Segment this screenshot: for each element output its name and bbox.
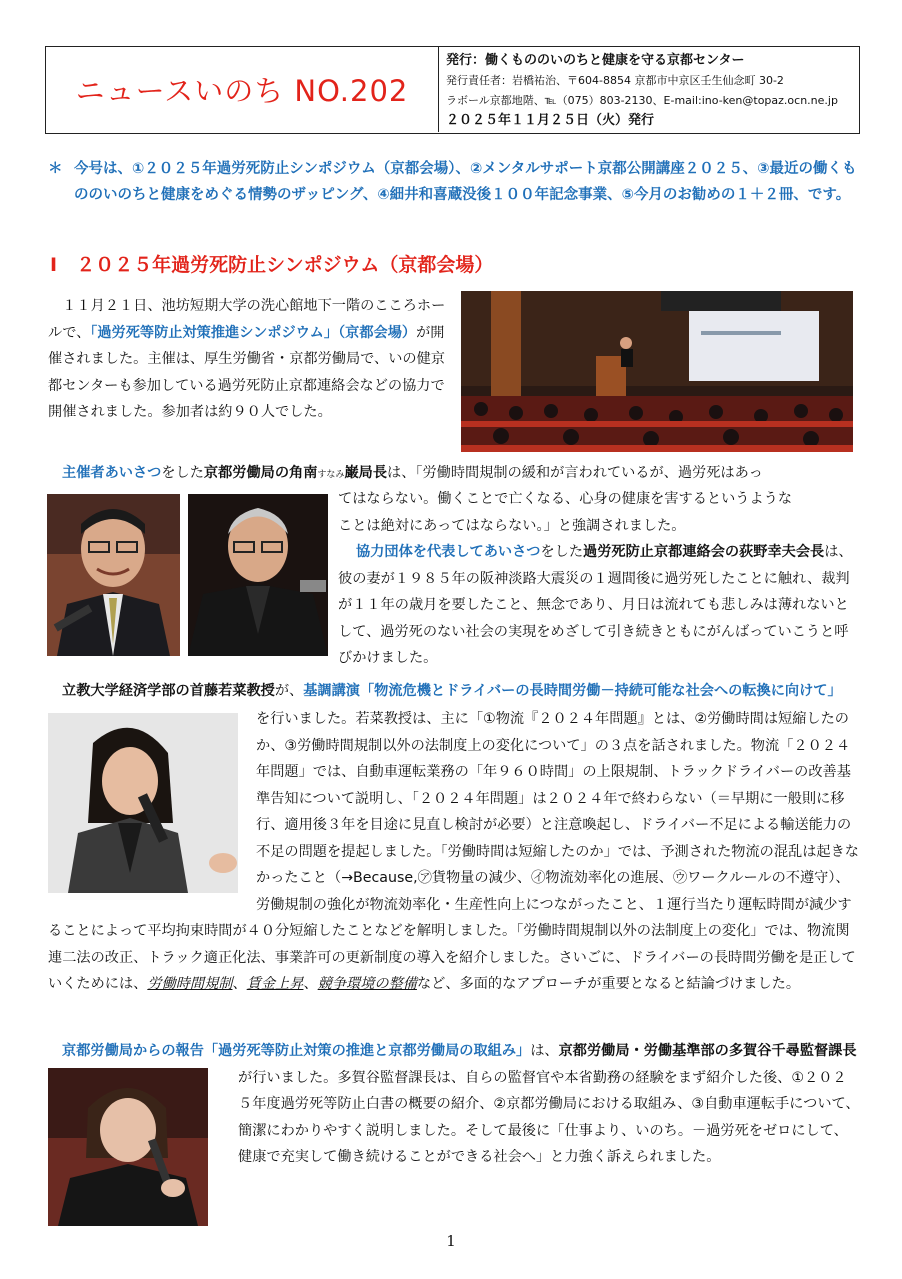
symposium-hall-photo [461, 291, 853, 452]
professor-name: 立教大学経済学部の首藤若菜教授 [62, 683, 275, 699]
p1-text-c: が開催されました。主催は、厚生労働省・京都労働局で、いの健京都センターも参加している過労死防止京都連絡会などの協力で開催されました。参加者は約９０人でした。 [48, 324, 445, 420]
keynote-body: を行いました。若菜教授は、主に「①物流『２０２４年問題』とは、②労働時間は短縮したのか、③労働時間規制以外の法制度上の変化について」の３点を話されました。物流「２０２４年問題」では、自動車運転業務の「年９６０時間」の上限規制、トラックドライバーの改善基準告知について説明し、「２０２４年問題」は２０２４年で終わらない（＝早期に一般則に移行、適用後３年を目途に見直し検討が必要）と注意喚起し、ドライバー不足による輸送能力の不足の問題を提起しました。「労働時間は短縮したのか」では、予測された物流の混乱は起きなかったこと（→Because,㋐貨物量の減少、㋑物流効率化の進展、㋒ワークルールの不遵守）、労働規制の強化が物流効率化・生産性向上につながったこと、１運行当たり運転時間が減少することによって平均拘束時間が４０分短縮したことなどを解明しました。「労働時間規制以外の法制度上の変化」では、物流関連二法の改正、トラック適正化法、事業許可の更新制度の導入を紹介しました。さいごに、ドライバーの長時間労働を是正していくためには、 [48, 711, 859, 992]
p4-text-b: が、 [274, 683, 304, 699]
paragraph-keynote [48, 678, 860, 705]
section-title: Ⅰ ２０２５年過労死防止シンポジウム（京都会場） [50, 254, 494, 276]
separator-2: 、 [303, 976, 318, 992]
report-title: 京都労働局からの報告「過労死等防止対策の推進と京都労働局の取組み」 [62, 1043, 531, 1059]
section-chief-photo [48, 1068, 208, 1226]
solution-wage-increase: 賃金上昇 [246, 976, 304, 992]
bullet-marker: ＊ [48, 161, 63, 177]
issue-date: ２０２５年１１月２５日（火）発行 [446, 113, 655, 128]
p5-text-b: は、 [530, 1043, 559, 1059]
director-photo [47, 494, 180, 656]
p2-line1: は、「労働時間規制の緩和が言われているが、過労死はあっ [387, 465, 763, 481]
paragraph-host-greeting [48, 460, 860, 489]
paragraph-keynote-body [48, 706, 860, 998]
p3-text-d: は、彼の妻が１９８５年の阪神淡路大震災の１週間後に過労死したことに触れ、裁判が１１年の歳月を要したこと、無念であり、月日は流れても悲しみは薄れないとして、過労死のない社会の実現をめざして引き続きともにがんばっていこうと呼びかけました。 [338, 544, 853, 666]
solution-working-hours: 労働時間規制 [147, 976, 233, 992]
section-chief-name: 京都労働局・労働基準部の多賀谷千尋監督課長 [558, 1043, 857, 1059]
solution-competition: 競争環境の整備 [317, 976, 417, 992]
newsletter-header [45, 46, 860, 134]
p2-line2: てはならない。働くことで亡くなる、心身の健康を害するというような [338, 491, 793, 507]
cooperating-greeting-label: 協力団体を代表してあいさつ [356, 544, 541, 560]
publisher-info [446, 51, 838, 131]
responsible-person: 発行責任者：岩橋祐治、〒604-8854 京都市中京区壬生仙念町 30-2 [446, 74, 784, 87]
host-name: 京都労働局の角南 [203, 465, 318, 481]
chairperson-photo [188, 494, 328, 656]
publisher: 発行：働くもののいのちと健康を守る京都センター [446, 53, 745, 68]
host-title: 巌局長 [344, 465, 388, 481]
paragraph-symposium [48, 293, 450, 426]
p2-line3: ことは絶対にあってはならない。」と強調されました。 [338, 517, 686, 534]
symposium-name: 「過労死等防止対策推進シンポジウム」（京都会場） [90, 324, 417, 341]
paragraph-host-greeting-cont [338, 486, 860, 539]
chairperson-name: 過労死防止京都連絡会の荻野幸夫会長 [583, 544, 825, 560]
p2-text-b: をした [161, 465, 204, 481]
p1-text-a: １１月２１日、池坊短期大学の洗心館地下一階のこころホールで、 [48, 298, 446, 341]
p3-text-b: をした [540, 544, 584, 560]
newsletter-title: ニュースいのち NO.202 [46, 47, 439, 132]
keynote-title: 基調講演「物流危機とドライバーの長時間労働－持続可能な社会への転換に向けて」 [303, 683, 842, 699]
separator-1: 、 [232, 976, 247, 992]
host-greeting-label: 主催者あいさつ [62, 465, 162, 481]
issue-contents-text: 今号は、①２０２５年過労死防止シンポジウム（京都会場）、②メンタルサポート京都公開講座２０２５、③最近の働くもののいのちと健康をめぐる情勢のザッピング、④細井和喜蔵没後１００年記念事業、⑤今月のお勧めの１＋２冊、です。 [74, 161, 857, 203]
report-body: が行いました。多賀谷監督課長は、自らの監督官や本省勤務の経験をまず紹介した後、①２０２５年度過労死等防止白書の概要の紹介、②京都労働局における取組み、③自動車運転手について、簡潔にわかりやすく説明しました。そして最後に「仕事より、いのち。－過労死をゼロにして、健康で充実して働き続けることができる社会へ」と力強く訴えられました。 [238, 1069, 860, 1165]
page-number: 1 [446, 1232, 456, 1250]
issue-contents [48, 156, 860, 208]
contact-info: ラボール京都地階、℡（075）803-2130、E-mail:ino-ken@topaz.ocn.ne.jp [446, 94, 838, 107]
keynote-conclusion: など、多面的なアプローチが重要となると結論づけました。 [416, 976, 801, 992]
name-ruby: すなみ [317, 470, 345, 480]
paragraph-cooperating-greeting [338, 539, 860, 672]
